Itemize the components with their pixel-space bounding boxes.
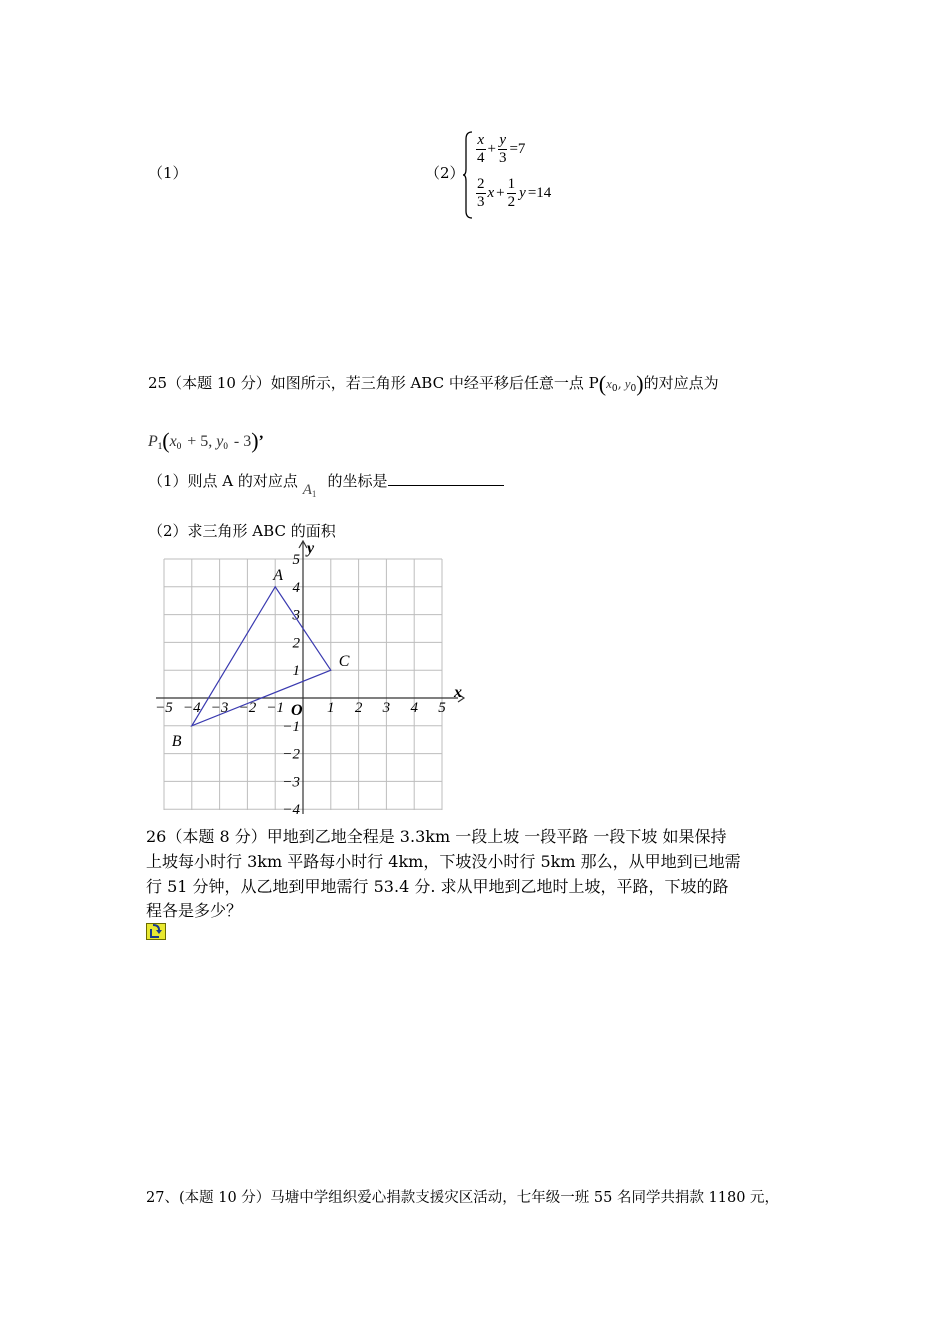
embedded-object-icon[interactable] [146, 923, 166, 940]
y-tick-label: −2 [282, 746, 300, 763]
q25-part2: （2）求三角形 ABC 的面积 [148, 522, 336, 540]
equation-2 [476, 171, 553, 215]
x-tick-label: −1 [266, 700, 285, 716]
q26-line-1: 26（本题 8 分）甲地到乙地全程是 3.3km 一段上坡 一段平路 一段下坡 如果保持 [146, 827, 727, 846]
x-tick-label: 1 [327, 700, 335, 716]
q25-intro-line: 25（本题 10 分）如图所示，若三角形 ABC 中经平移后任意一点 $P(x_0$, $y_0$)的对应点为 [148, 371, 719, 396]
q25-p1: P [148, 433, 158, 450]
q24-part2-label: （2） [425, 164, 465, 182]
eq1-num-a: x [477, 131, 485, 148]
point-label-c: C [338, 653, 350, 671]
eq2-rhs: =14 [527, 184, 552, 201]
q25-part1-b: 的坐标是 [327, 472, 388, 490]
q25-p1-x: x [169, 433, 177, 450]
eq2-den-b: 2 [507, 193, 516, 210]
q25-part1-a: （1）则点 A 的对应点 [148, 472, 298, 490]
y-axis-label: y [307, 540, 315, 557]
q27-line-1: 27、(本题 10 分）马塘中学组织爱心捐款支援灾区活动，七年级一班 55 名同学共捐款 1180 元， [146, 1190, 780, 1206]
q25-p1-expression: $P_1(x_0 + 5$, $y_0 - 3$)’ [148, 428, 264, 453]
coordinate-grid-diagram [148, 538, 478, 820]
q25-p1-y-sub: 0 [223, 441, 228, 451]
y-tick-label: 3 [292, 607, 300, 624]
x-tick-label: −3 [210, 700, 229, 716]
q24-part1-label: （1） [148, 164, 188, 182]
q25-p-x: x [606, 376, 612, 391]
q25-part1 [148, 468, 504, 499]
q25-p-comma: , [617, 377, 622, 392]
y-tick-label: 1 [292, 663, 300, 680]
eq2-op: + [496, 184, 505, 201]
x-tick-label: 5 [438, 700, 446, 716]
q26-line-4: 程各是多少？ [146, 901, 243, 920]
x-tick-label: 4 [410, 700, 418, 716]
q25-p1-sub: 1 [157, 441, 163, 451]
axes [156, 541, 464, 814]
eq2-num-b: 1 [507, 175, 516, 192]
x-tick-label: 2 [354, 700, 363, 716]
equation-1 [476, 127, 553, 171]
y-tick-label: −3 [282, 774, 300, 791]
eq2-den-a: 3 [477, 193, 485, 210]
q26-line-2: 上坡每小时行 3km 平路每小时行 4km，下坡没小时行 5km 那么，从甲地到已地需 [146, 852, 741, 871]
q25-intro: 25（本题 10 分）如图所示，若三角形 ABC 中经平移后任意一点 P [148, 374, 599, 392]
q25-part1-point-sub: 1 [311, 489, 317, 499]
eq2-var-b: y [519, 184, 526, 201]
x-tick-label: −5 [155, 700, 173, 716]
q25-intro-tail: 的对应点为 [643, 374, 719, 392]
q25-p1-x-sub: 0 [176, 441, 182, 451]
q25-p1-y-op: - 3 [233, 433, 252, 450]
q25-part1-point: A [302, 482, 312, 498]
left-brace-icon [462, 131, 474, 219]
q25-p1-y: y [216, 433, 224, 450]
eq1-num-b: y [499, 131, 507, 148]
eq2-num-a: 2 [477, 175, 485, 192]
y-tick-label: 2 [292, 635, 300, 652]
x-tick-label: −4 [182, 700, 201, 716]
eq1-den-a: 4 [477, 149, 485, 166]
eq2-var-a: x [487, 184, 495, 201]
q25-p1-x-op: + 5, [187, 433, 213, 450]
y-tick-label: 4 [292, 579, 300, 596]
point-label-b: B [171, 732, 182, 750]
origin-label: O [291, 702, 303, 719]
x-axis-label: x [454, 684, 462, 701]
eq1-rhs: =7 [509, 140, 526, 157]
point-label-a: A [273, 566, 283, 584]
x-tick-label: −2 [238, 700, 257, 716]
y-tick-label: −1 [282, 718, 300, 735]
equation-system [462, 127, 553, 215]
eq1-den-b: 3 [498, 149, 507, 166]
q25-p-y-sub: 0 [630, 384, 637, 394]
q25-p1-tail: ’ [258, 433, 264, 450]
eq1-op: + [487, 140, 496, 157]
y-tick-label: −4 [282, 802, 300, 819]
q25-part1-point-wrap [303, 477, 323, 507]
x-tick-label: 3 [382, 700, 391, 716]
q25-p-y: y [624, 376, 631, 391]
q26-line-3: 行 51 分钟，从乙地到甲地需行 53.4 分. 求从甲地到乙地时上坡，平路，下坡的路 [146, 877, 729, 896]
y-tick-label: 5 [292, 552, 300, 568]
answer-blank[interactable] [388, 471, 504, 486]
q25-p-x-sub: 0 [611, 384, 618, 394]
